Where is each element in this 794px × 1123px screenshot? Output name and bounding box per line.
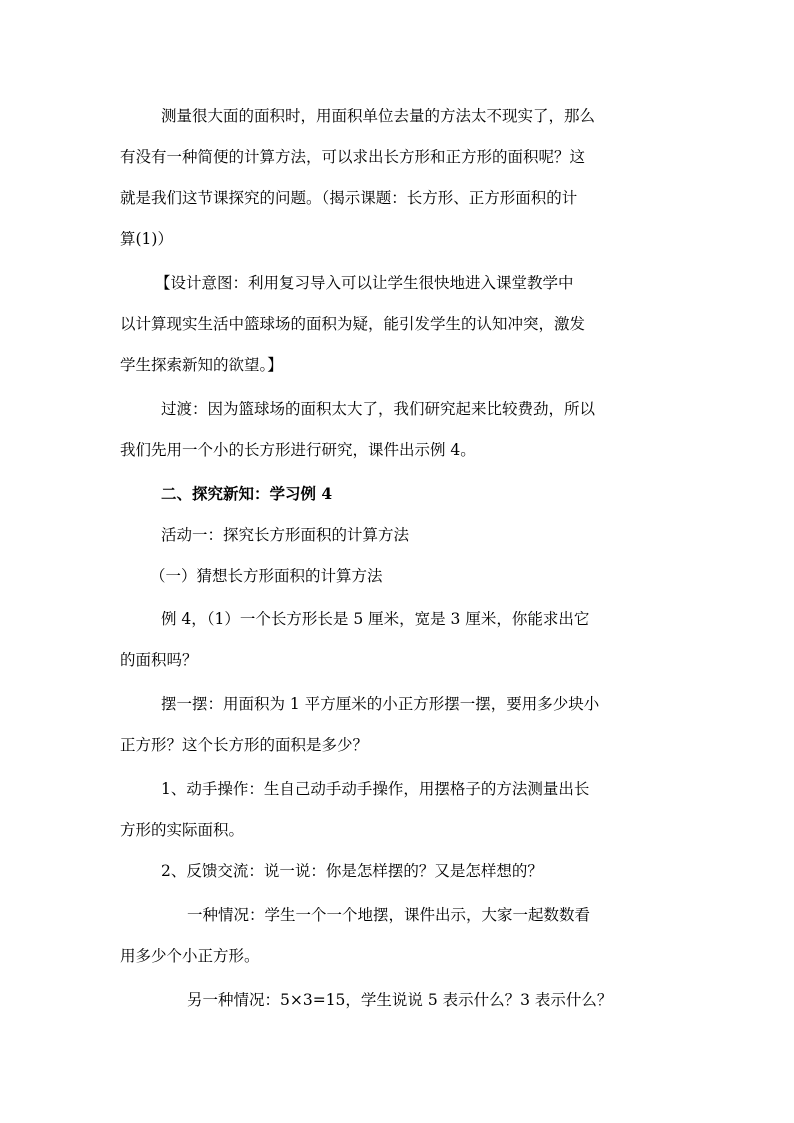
arrange-line-1: 摆一摆：用面积为 1 平方厘米的小正方形摆一摆，要用多少块小	[161, 695, 600, 713]
example-line-1: 例 4，（1）一个长方形长是 5 厘米，宽是 3 厘米，你能求出它	[161, 610, 590, 628]
step-1-line-2: 方形的实际面积。	[120, 821, 245, 839]
case-1-line-2: 用多少个小正方形。	[120, 947, 260, 965]
case-1-line-1: 一种情况：学生一个一个地摆，课件出示，大家一起数数看	[187, 906, 591, 924]
subsection-title: （一）猜想长方形面积的计算方法	[150, 567, 383, 585]
paragraph-2-line-1: 【设计意图：利用复习导入可以让学生很快地进入课堂教学中	[155, 274, 574, 292]
paragraph-1-line-4: 算(1)）	[120, 230, 173, 248]
section-heading: 二、探究新知：学习例 4	[161, 484, 333, 503]
case-2-line: 另一种情况：5×3=15，学生说说 5 表示什么？3 表示什么？	[187, 991, 613, 1009]
step-2-line: 2、反馈交流：说一说：你是怎样摆的？又是怎样想的？	[161, 862, 543, 880]
paragraph-3-line-1: 过渡：因为篮球场的面积太大了，我们研究起来比较费劲，所以	[161, 400, 596, 418]
activity-title: 活动一：探究长方形面积的计算方法	[161, 526, 410, 544]
paragraph-1-line-2: 有没有一种简便的计算方法，可以求出长方形和正方形的面积呢？这	[120, 148, 586, 166]
arrange-line-2: 正方形？这个长方形的面积是多少？	[120, 736, 369, 754]
step-1-line-1: 1、动手操作：生自己动手动手操作，用摆格子的方法测量出长	[161, 780, 590, 798]
paragraph-2-line-3: 学生探索新知的欲望。】	[120, 356, 283, 374]
paragraph-2-line-2: 以计算现实生活中篮球场的面积为疑，能引发学生的认知冲突，激发	[120, 315, 586, 333]
paragraph-3-line-2: 我们先用一个小的长方形进行研究，课件出示例 4。	[120, 441, 476, 459]
example-line-2: 的面积吗？	[120, 651, 198, 669]
paragraph-1-line-1: 测量很大面的面积时，用面积单位去量的方法太不现实了，那么	[161, 107, 596, 125]
paragraph-1-line-3: 就是我们这节课探究的问题。（揭示课题：长方形、正方形面积的计	[120, 189, 578, 207]
